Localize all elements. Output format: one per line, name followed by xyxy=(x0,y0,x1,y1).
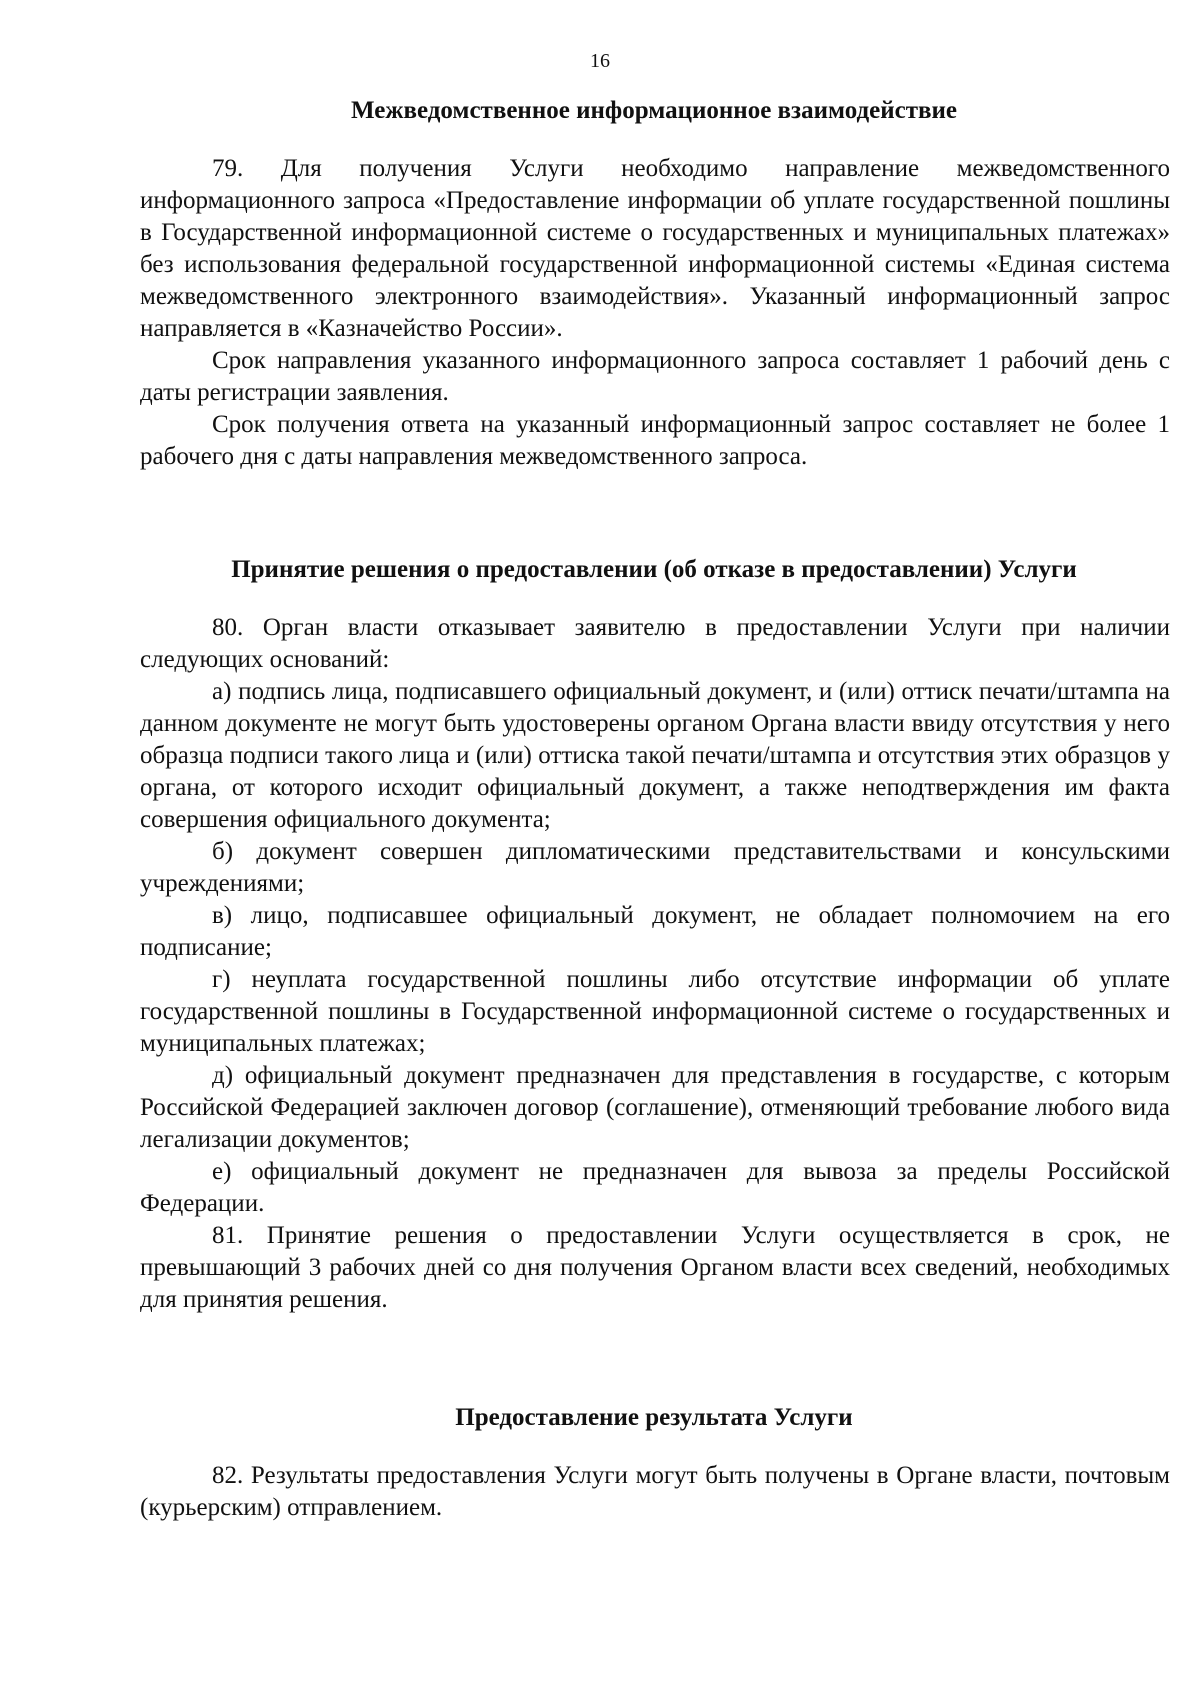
page-number: 16 xyxy=(590,50,610,72)
paragraph-response-deadline: Срок получения ответа на указанный информационный запрос составляет не более 1 рабочего дня с даты направления межведомственного запроса. xyxy=(140,411,1170,470)
paragraph-79: 79. Для получения Услуги необходимо направление межведомственного информационного запроса «Предоставление информации об уплате государственной пошлины в Государственной информационной системе о государственных и муниципальных платежах» без использования федеральной государственной информационной системы «Единая система межведомственного электронного взаимодействия». Указанный информационный запрос направляется в «Казначейство России». xyxy=(140,155,1170,342)
list-item-g: г) неуплата государственной пошлины либо отсутствие информации об уплате государственной пошлины в Государственной информационной системе о государственных и муниципальных платежах; xyxy=(140,966,1170,1057)
paragraph-80: 80. Орган власти отказывает заявителю в предоставлении Услуги при наличии следующих оснований: xyxy=(140,614,1170,673)
list-item-a: а) подпись лица, подписавшего официальный документ, и (или) оттиск печати/штампа на данном документе не могут быть удостоверены органом Органа власти ввиду отсутствия у него образца подписи такого лица и (или) оттиска такой печати/штампа и отсутствия этих образцов у органа, от которого исходит официальный документ, а также неподтверждения им факта совершения официального документа; xyxy=(140,678,1170,833)
section-body-interagency xyxy=(140,153,1170,473)
section-body-decision xyxy=(140,612,1170,1316)
list-item-v: в) лицо, подписавшее официальный документ, не обладает полномочием на его подписание; xyxy=(140,902,1170,961)
list-item-d: д) официальный документ предназначен для представления в государстве, с которым Российской Федерацией заключен договор (соглашение), отменяющий требование любого вида легализации документов; xyxy=(140,1062,1170,1153)
section-body-result xyxy=(140,1460,1170,1524)
list-item-b: б) документ совершен дипломатическими представительствами и консульскими учреждениями; xyxy=(140,838,1170,897)
section-heading-result: Предоставление результата Услуги xyxy=(455,1404,853,1431)
section-heading-decision: Принятие решения о предоставлении (об отказе в предоставлении) Услуги xyxy=(231,556,1077,583)
paragraph-request-deadline: Срок направления указанного информационного запроса составляет 1 рабочий день с даты регистрации заявления. xyxy=(140,347,1170,406)
paragraph-82: 82. Результаты предоставления Услуги могут быть получены в Органе власти, почтовым (курьерским) отправлением. xyxy=(140,1462,1170,1521)
paragraph-81: 81. Принятие решения о предоставлении Услуги осуществляется в срок, не превышающий 3 рабочих дней со дня получения Органом власти всех сведений, необходимых для принятия решения. xyxy=(140,1222,1170,1313)
section-heading-interagency: Межведомственное информационное взаимодействие xyxy=(351,97,957,124)
list-item-e: е) официальный документ не предназначен для вывоза за пределы Российской Федерации. xyxy=(140,1158,1170,1217)
